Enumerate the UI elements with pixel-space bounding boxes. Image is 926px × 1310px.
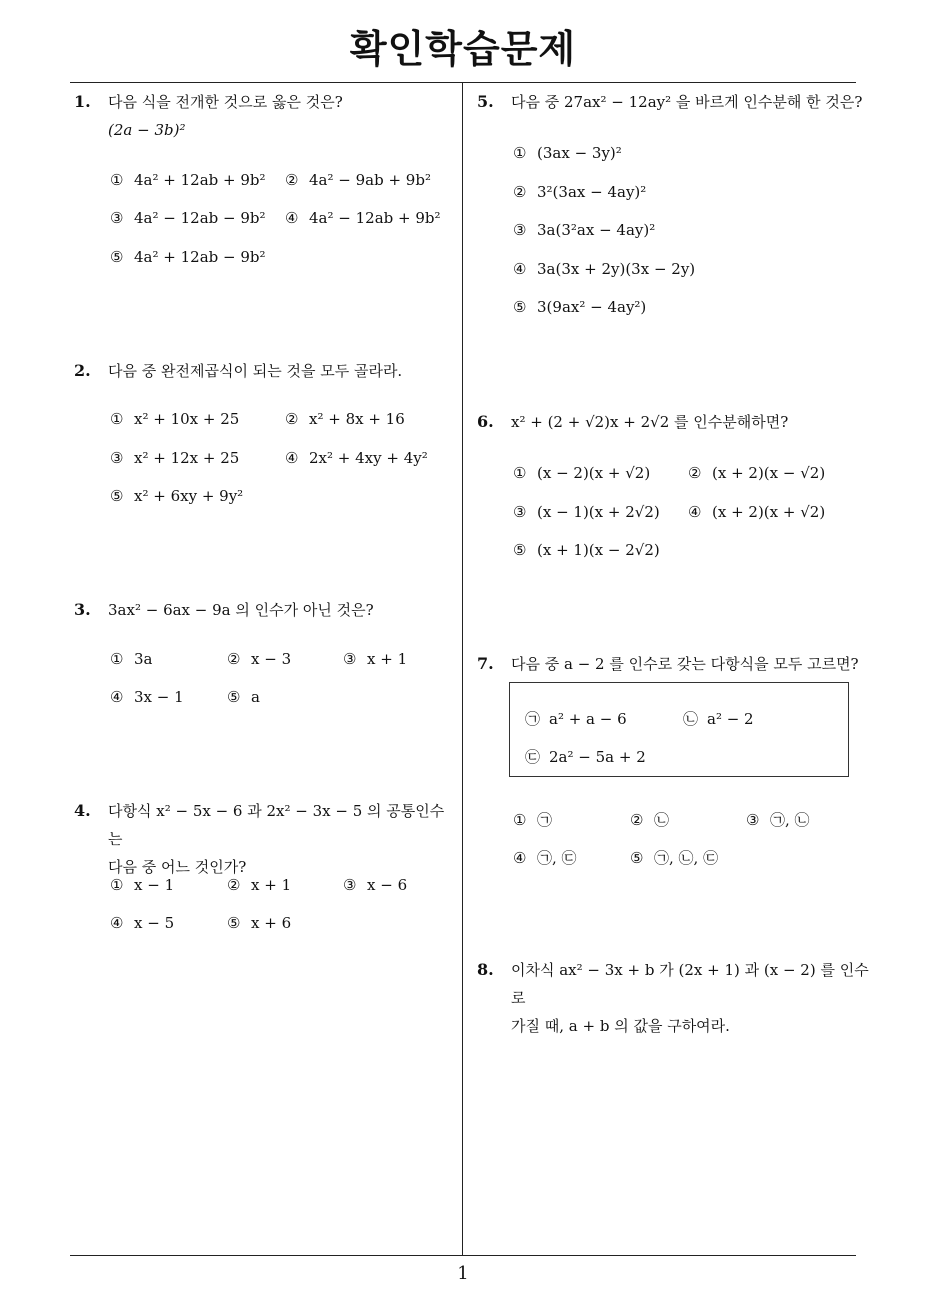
- question-7: [477, 650, 877, 678]
- question-3: [74, 596, 454, 624]
- page-title: 확인학습문제: [349, 27, 577, 71]
- option-1[interactable]: ① x² + 10x + 25: [110, 410, 240, 428]
- option-3[interactable]: ③ (x − 1)(x + 2√2): [513, 503, 660, 521]
- question-number: 5.: [477, 92, 494, 111]
- option-4[interactable]: ④ ㉠, ㉢: [513, 849, 577, 867]
- question-number: 4.: [74, 801, 91, 820]
- option-2[interactable]: ② 4a² − 9ab + 9b²: [285, 171, 431, 189]
- page-number: 1: [457, 1263, 469, 1284]
- option-3[interactable]: ③ x² + 12x + 25: [110, 449, 240, 467]
- option-5[interactable]: ⑤ (x + 1)(x − 2√2): [513, 541, 660, 559]
- option-5[interactable]: ⑤ x + 6: [227, 914, 292, 932]
- question-text: 다음 중 27ax² − 12ay² 을 바르게 인수분해 한 것은?: [511, 93, 863, 111]
- question-number: 1.: [74, 92, 91, 111]
- top-rule: [70, 82, 856, 83]
- option-1[interactable]: ① 4a² + 12ab + 9b²: [110, 171, 266, 189]
- option-1[interactable]: ① x − 1: [110, 876, 175, 894]
- option-2[interactable]: ② x + 1: [227, 876, 292, 894]
- option-5[interactable]: ⑤ 3(9ax² − 4ay²): [513, 298, 647, 316]
- option-1[interactable]: ① (3ax − 3y)²: [513, 144, 622, 162]
- option-3[interactable]: ③ x − 6: [343, 876, 408, 894]
- option-4[interactable]: ④ 3a(3x + 2y)(3x − 2y): [513, 260, 696, 278]
- question-4: [74, 797, 456, 881]
- option-3[interactable]: ③ 3a(3²ax − 4ay)²: [513, 221, 656, 239]
- option-5[interactable]: ⑤ 4a² + 12ab − 9b²: [110, 248, 266, 266]
- option-5[interactable]: ⑤ a: [227, 688, 260, 706]
- option-4[interactable]: ④ 4a² − 12ab + 9b²: [285, 209, 441, 227]
- bottom-rule: [70, 1255, 856, 1256]
- question-expression: (2a − 3b)²: [108, 121, 186, 139]
- question-text: 다음 중 a − 2 를 인수로 갖는 다항식을 모두 고르면?: [511, 655, 859, 673]
- option-2[interactable]: ② 3²(3ax − 4ay)²: [513, 183, 647, 201]
- option-4[interactable]: ④ x − 5: [110, 914, 175, 932]
- option-1[interactable]: ① 3a: [110, 650, 153, 668]
- option-4[interactable]: ④ 2x² + 4xy + 4y²: [285, 449, 428, 467]
- option-4[interactable]: ④ (x + 2)(x + √2): [688, 503, 826, 521]
- question-text: 3ax² − 6ax − 9a 의 인수가 아닌 것은?: [108, 601, 374, 619]
- option-3[interactable]: ③ ㉠, ㉡: [746, 811, 810, 829]
- option-2[interactable]: ② x² + 8x + 16: [285, 410, 405, 428]
- question-text-line-2: 가질 때, a + b 의 값을 구하여라.: [511, 1017, 730, 1035]
- question-number: 7.: [477, 654, 494, 673]
- option-4[interactable]: ④ 3x − 1: [110, 688, 184, 706]
- question-text: x² + (2 + √2)x + 2√2 를 인수분해하면?: [511, 413, 789, 431]
- box-item-2: ㉡ a² − 2: [683, 710, 754, 728]
- question-text-line-2: 다음 중 어느 것인가?: [108, 858, 247, 876]
- option-2[interactable]: ② (x + 2)(x − √2): [688, 464, 826, 482]
- option-3[interactable]: ③ 4a² − 12ab − 9b²: [110, 209, 266, 227]
- question-number: 8.: [477, 960, 494, 979]
- question-text: 다음 식을 전개한 것으로 옳은 것은?: [108, 93, 343, 111]
- question-8: [477, 956, 877, 1040]
- option-2[interactable]: ② x − 3: [227, 650, 292, 668]
- question-text: 이차식 ax² − 3x + b 가 (2x + 1) 과 (x − 2) 를 인수로: [511, 961, 869, 1007]
- question-1: [74, 88, 454, 144]
- question-6: [477, 408, 867, 436]
- question-number: 6.: [477, 412, 494, 431]
- option-5[interactable]: ⑤ ㉠, ㉡, ㉢: [630, 849, 719, 867]
- option-3[interactable]: ③ x + 1: [343, 650, 408, 668]
- column-divider: [462, 82, 463, 1255]
- box-item-1: ㉠ a² + a − 6: [525, 710, 627, 728]
- question-number: 3.: [74, 600, 91, 619]
- question-text: 다항식 x² − 5x − 6 과 2x² − 3x − 5 의 공통인수는: [108, 802, 445, 848]
- question-text: 다음 중 완전제곱식이 되는 것을 모두 골라라.: [108, 362, 403, 380]
- box-item-3: ㉢ 2a² − 5a + 2: [525, 748, 646, 766]
- question-number: 2.: [74, 361, 91, 380]
- option-5[interactable]: ⑤ x² + 6xy + 9y²: [110, 487, 244, 505]
- question-2: [74, 357, 454, 385]
- option-1[interactable]: ① (x − 2)(x + √2): [513, 464, 651, 482]
- option-2[interactable]: ② ㉡: [630, 811, 670, 829]
- option-1[interactable]: ① ㉠: [513, 811, 553, 829]
- question-5: [477, 88, 867, 116]
